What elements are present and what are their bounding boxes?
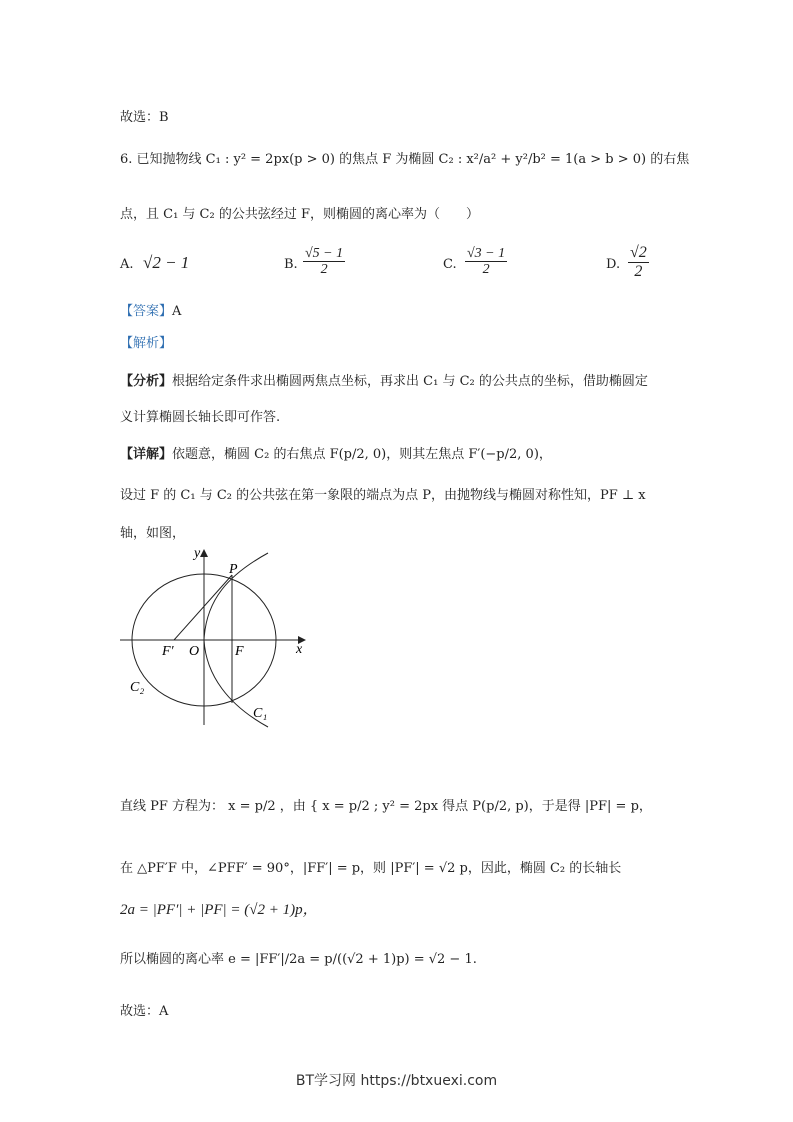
answer-tag: 【答案】 [120,304,173,319]
answer-row [120,300,181,319]
xiangjie-line [120,443,552,462]
option-d-fraction [628,244,649,280]
triangle-line: 在 △PF′F 中，∠PFF′ = 90°，|FF′| = p，则 |PF′| = √2 p，因此，椭圆 C₂ 的长轴长 [120,861,622,876]
ellipse-parabola-figure [118,545,308,730]
label-fprime: F′ [162,644,174,659]
label-y: y [194,546,201,561]
major-axis-line: 2a = |PF′| + |PF| = (√2 + 1)p， [120,902,318,918]
label-c1: C₁ [253,706,268,721]
option-a-label: A. [120,257,134,272]
option-b-numerator: √5 − 1 [305,246,344,261]
xiangjie-tag: 【详解】 [120,447,173,462]
xiangjie-text: 依题意，椭圆 C₂ 的右焦点 F(p/2, 0)，则其左焦点 F′(−p/2, 0)， [172,447,552,462]
final-answer-line: 故选：A [120,1004,169,1019]
segment-fprime-p [174,575,232,640]
option-c-label: C. [443,257,457,272]
label-f: F [235,644,244,659]
option-b-fraction [303,246,345,278]
fenxi-text-1: 根据给定条件求出椭圆两焦点坐标，再求出 C₁ 与 C₂ 的公共点的坐标，借助椭圆定 [172,374,648,389]
analysis-tag: 【解析】 [120,336,173,351]
y-axis-arrow [200,549,208,557]
fenxi-tag: 【分析】 [120,374,173,389]
label-p: P [229,562,238,577]
option-c-numerator: √3 − 1 [467,246,506,261]
option-a-value: √2 − 1 [143,253,190,272]
label-c2: C₂ [130,680,145,695]
label-x: x [296,642,303,657]
option-b-denominator: 2 [320,262,328,278]
eccentricity-line: 所以椭圆的离心率 e = |FF′|/2a = p/((√2 + 1)p) = √2 − 1. [120,952,477,967]
option-d-label: D. [606,257,621,272]
setup-line-1: 设过 F 的 C₁ 与 C₂ 的公共弦在第一象限的端点为点 P，由抛物线与椭圆对称性知，PF ⊥ x [120,488,646,503]
fenxi-line-1 [120,370,648,389]
option-b-label: B. [284,257,298,272]
option-c-fraction [465,246,507,278]
fenxi-line-2: 义计算椭圆长轴长即可作答. [120,410,281,425]
question-6-line-1: 6. 已知抛物线 C₁ : y² = 2px(p > 0) 的焦点 F 为椭圆 C₂ : x²/a² + y²/b² = 1(a > b > 0) 的右焦 [120,152,690,167]
footer-watermark: BT学习网 https://btxuexi.com [295,1073,498,1089]
option-d-numerator: √2 [630,244,647,261]
option-c-denominator: 2 [482,262,490,278]
previous-answer-line: 故选：B [120,110,169,125]
line-pf-equation: 直线 PF 方程为： x = p/2 ，由 { x = p/2 ; y² = 2px 得点 P(p/2, p)，于是得 |PF| = p， [120,799,652,814]
question-6-line-2: 点，且 C₁ 与 C₂ 的公共弦经过 F，则椭圆的离心率为（ ） [120,207,479,222]
setup-line-2: 轴，如图， [120,526,186,541]
answer-value: A [172,304,182,319]
label-o: O [189,644,200,659]
option-d-denominator: 2 [634,262,643,280]
